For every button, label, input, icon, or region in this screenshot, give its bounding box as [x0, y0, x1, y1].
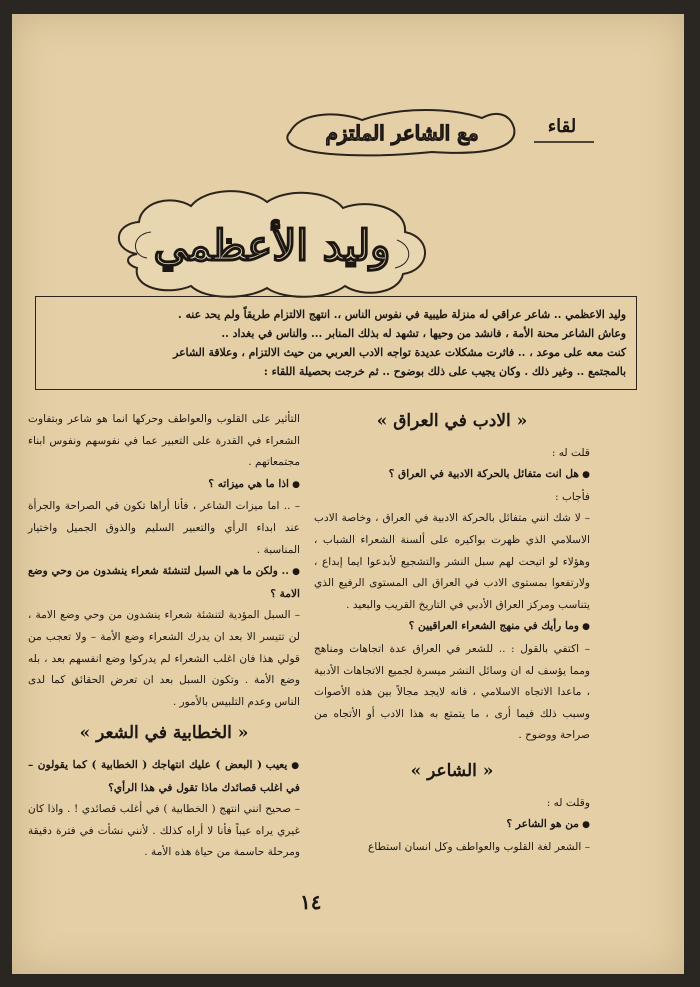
left-column — [28, 409, 300, 864]
cloud-graphic — [107, 184, 437, 302]
answer-rhetoric: – صحيح انني انتهج ( الخطابية ) في أغلب قصائدي ! . واذا كان غيري يراه عيباً فأنا لا أراه كذلك . لأنني نشأت في فترة دقيقة ومرحلة حاسمة من حياة هذه الأمة . — [28, 803, 300, 859]
section-title-rhetoric: « الخطابية في الشعر » — [79, 723, 249, 744]
question-paths: ● .. ولكن ما هي السبل لتنشئة شعراء ينشدون من وحي وضع الامة ؟ — [28, 561, 300, 605]
answer-traits: – .. اما ميزات الشاعر ، فأنا أراها تكون في الصراحة والجرأة عند ابداء الرأي والتعبير السليم والذوق الجميل واختيار المناسبة . — [28, 500, 300, 556]
subtitle-text: مع الشاعر الملتزم — [325, 121, 479, 145]
interview-header — [282, 102, 602, 164]
question-rhetoric: ● يعيب ( البعض ) عليك انتهاجك ( الخطابية ) كما يقولون – في اغلب قصائدك ماذا تقول في هذا الرأي؟ — [28, 755, 300, 799]
intro-line-2: وعاش الشاعر محنة الأمة ، فانشد من وحيها ، تشهد له بذلك المنابر ... والناس في بغداد .. — [221, 327, 626, 340]
answer-optimism: – لا شك انني متفائل بالحركة الادبية في العراق ، وخاصة الادب الاسلامي الذي ظهرت بواكيره على ألسنة الشعراء الشباب ، وهؤلاء لو اتيحت لهم سبل النشر والتشجيع لأبدعوا ايما إبداع ، ولارتفعوا بمستوى الادب في العراق الى المستوى الرفيع الذي يتناسب ومركز العراق الأدبي في التاريخ القريب والبعيد . — [314, 512, 590, 611]
kicker-text: لقاء — [547, 116, 577, 137]
answered-label: فأجاب : — [555, 490, 590, 503]
question-method: ● وما رأيك في منهج الشعراء العراقيين ؟ — [314, 616, 590, 639]
title-text: وليد الأعظمي — [153, 221, 391, 270]
question-who-poet: ● من هو الشاعر ؟ — [314, 814, 590, 837]
magazine-page — [12, 14, 684, 974]
question-optimism: ● هل انت متفائل بالحركة الادبية في العراق ؟ — [314, 464, 590, 487]
intro-line-3: كنت معه على موعد ، .. فاثرت مشكلات عديدة تواجه الادب العربي من حيث الالتزام ، وعلاقة الشاعر — [173, 346, 626, 359]
section-title-poet: « الشاعر » — [410, 760, 494, 781]
title-cloud — [107, 184, 437, 302]
section-title-literature-iraq: « الادب في العراق » — [376, 411, 528, 431]
question-traits: ● اذا ما هي ميزاته ؟ — [28, 474, 300, 497]
intro-line-4: بالمجتمع .. وغير ذلك . وكان يجيب على ذلك بوضوح .. ثم خرجت بحصيلة اللقاء : — [263, 365, 626, 378]
answer-paths: – السبل المؤدية لتنشئة شعراء ينشدون من وحي وضع الامة ، لن تتيسر الا بعد ان يدرك الشعراء وضع الأمة – ولا تعجب من قولي هذا فان اغلب الشعراء لم يدركوا وضع انفسهم بعد ، بله وضع الأمة . وتكون السبل بعد ان تعرض الحقائق كما لدى الناس وعدم التلبيس بالأمور . — [28, 609, 300, 708]
header-banner-graphic — [282, 102, 602, 164]
answer-who-poet: – الشعر لغة القلوب والعواطف وكل انسان استطاع — [368, 840, 590, 853]
said-label-2: وقلت له : — [546, 796, 590, 809]
right-column — [314, 409, 590, 858]
said-label: قلت له : — [551, 446, 590, 459]
answer-method: – اكتفي بالقول : .. للشعر في العراق عدة اتجاهات ومناهج ومما يؤسف له ان وسائل النشر ميسرة لجميع الاتجاهات الأدبية ، ماعدا الاتجاه الاسلامي ، فانه لايجد مجالاً بين هذه الأصوات وسبب ذلك فيما أرى ، ما يتمتع به هذا الادب أو الأتجاه من صراحة ووضوح . — [314, 642, 590, 742]
paragraph-continuation: التأثير على القلوب والعواطف وحركها انما هو شاعر وبتفاوت الشعراء في القدرة على التعبير عما في نفوسهم ونفوس ابناء مجتمعاتهم . — [28, 413, 300, 469]
intro-box — [35, 296, 637, 390]
page-number: ١٤ — [300, 890, 322, 914]
intro-line-1: وليد الاعظمي .. شاعر عراقي له منزلة طيبية في نفوس الناس ،. انتهج الالتزام طريقاً ولم يحد عنه . — [178, 308, 626, 321]
